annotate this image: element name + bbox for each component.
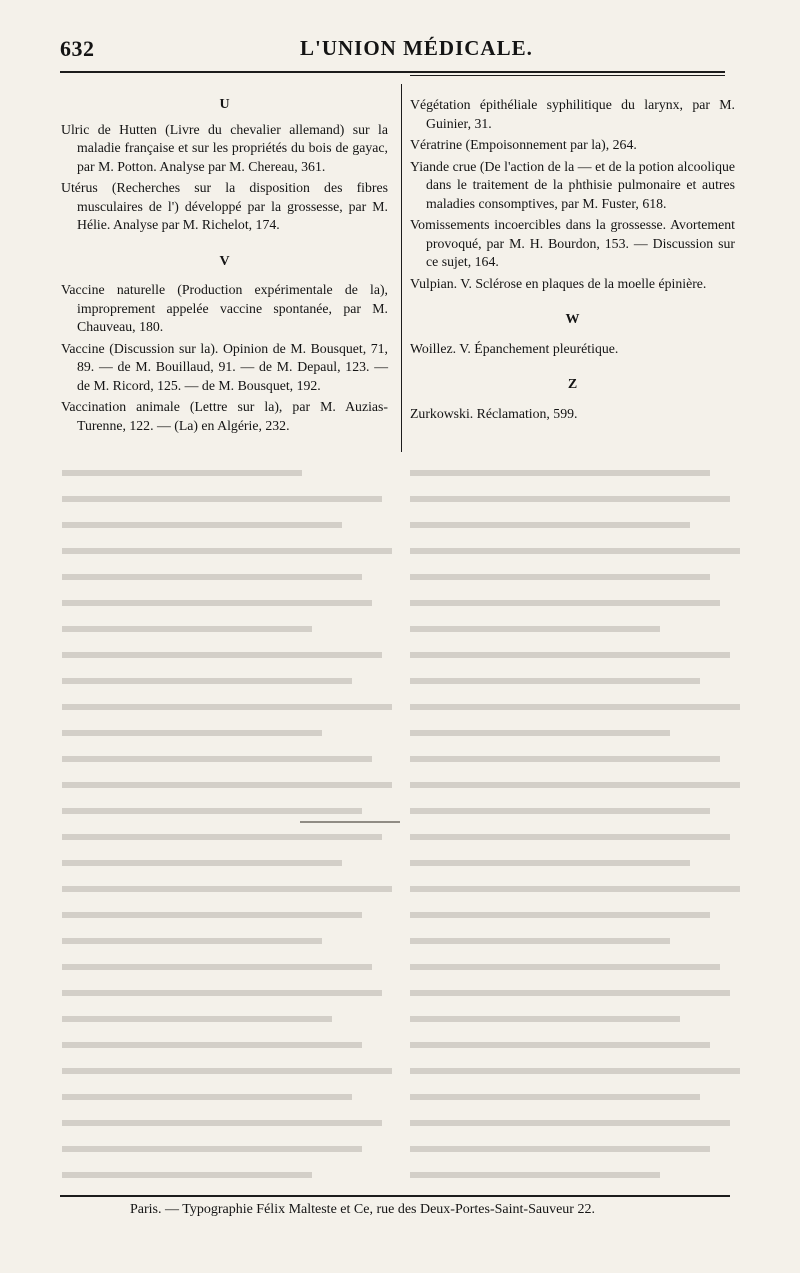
- page-number: 632: [60, 36, 95, 61]
- index-letter-heading: V: [219, 253, 230, 269]
- index-letter-heading: Z: [567, 377, 578, 392]
- index-entry: Yiande crue (De l'action de la — et de la potion alcoolique dans le traitement de la phthisie pulmonaire et autres maladies consomptives, par M. Fuster, 618.: [410, 158, 735, 211]
- index-entry: Végétation épithéliale syphilitique du larynx, par M. Guinier, 31.: [410, 97, 735, 131]
- index-column-right: [410, 96, 735, 426]
- footer-rule: [60, 1195, 730, 1197]
- index-entry: Zurkowski. Réclamation, 599.: [410, 405, 578, 421]
- index-letter-heading: U: [219, 97, 230, 112]
- column-divider: [401, 84, 402, 452]
- header-rule: [60, 71, 725, 73]
- printer-imprint: Paris. — Typographie Félix Malteste et Ce, rue des Deux-Portes-Saint-Sauveur 22.: [130, 1202, 595, 1217]
- index-entry: Vaccination animale (Lettre sur la), par M. Auzias-Turenne, 122. — (La) en Algérie, 232.: [61, 399, 388, 433]
- index-letter-heading: W: [565, 312, 580, 327]
- index-column-left: [61, 96, 388, 438]
- index-entry: Vaccine naturelle (Production expérimentale de la), improprement appelée vaccine spontanée, par M. Chauveau, 180.: [61, 282, 388, 334]
- index-entry: Ulric de Hutten (Livre du chevalier allemand) sur la maladie française et sur les propriétés du bois de gayac, par M. Potton. Analyse par M. Chereau, 361.: [61, 121, 388, 174]
- running-title: L'UNION MÉDICALE.: [300, 36, 533, 60]
- index-entry: Utérus (Recherches sur la disposition des fibres musculaires de l') développé par la grossesse, par M. Hélie. Analyse par M. Richelot, 174.: [61, 180, 388, 232]
- index-entry: Vaccine (Discussion sur la). Opinion de M. Bousquet, 71, 89. — de M. Bouillaud, 91. — de M. Depaul, 123. — de M. Ricord, 125. — de M. Bousquet, 192.: [61, 340, 388, 393]
- header-rule-thin: [410, 75, 725, 76]
- index-entry: Woillez. V. Épanchement pleurétique.: [410, 340, 619, 356]
- index-entry: Vératrine (Empoisonnement par la), 264.: [410, 137, 637, 152]
- index-entry: Vomissements incoercibles dans la grossesse. Avortement provoqué, par M. H. Bourdon, 153. — Discussion sur ce sujet, 164.: [410, 217, 735, 269]
- index-entry: Vulpian. V. Sclérose en plaques de la moelle épinière.: [410, 275, 707, 291]
